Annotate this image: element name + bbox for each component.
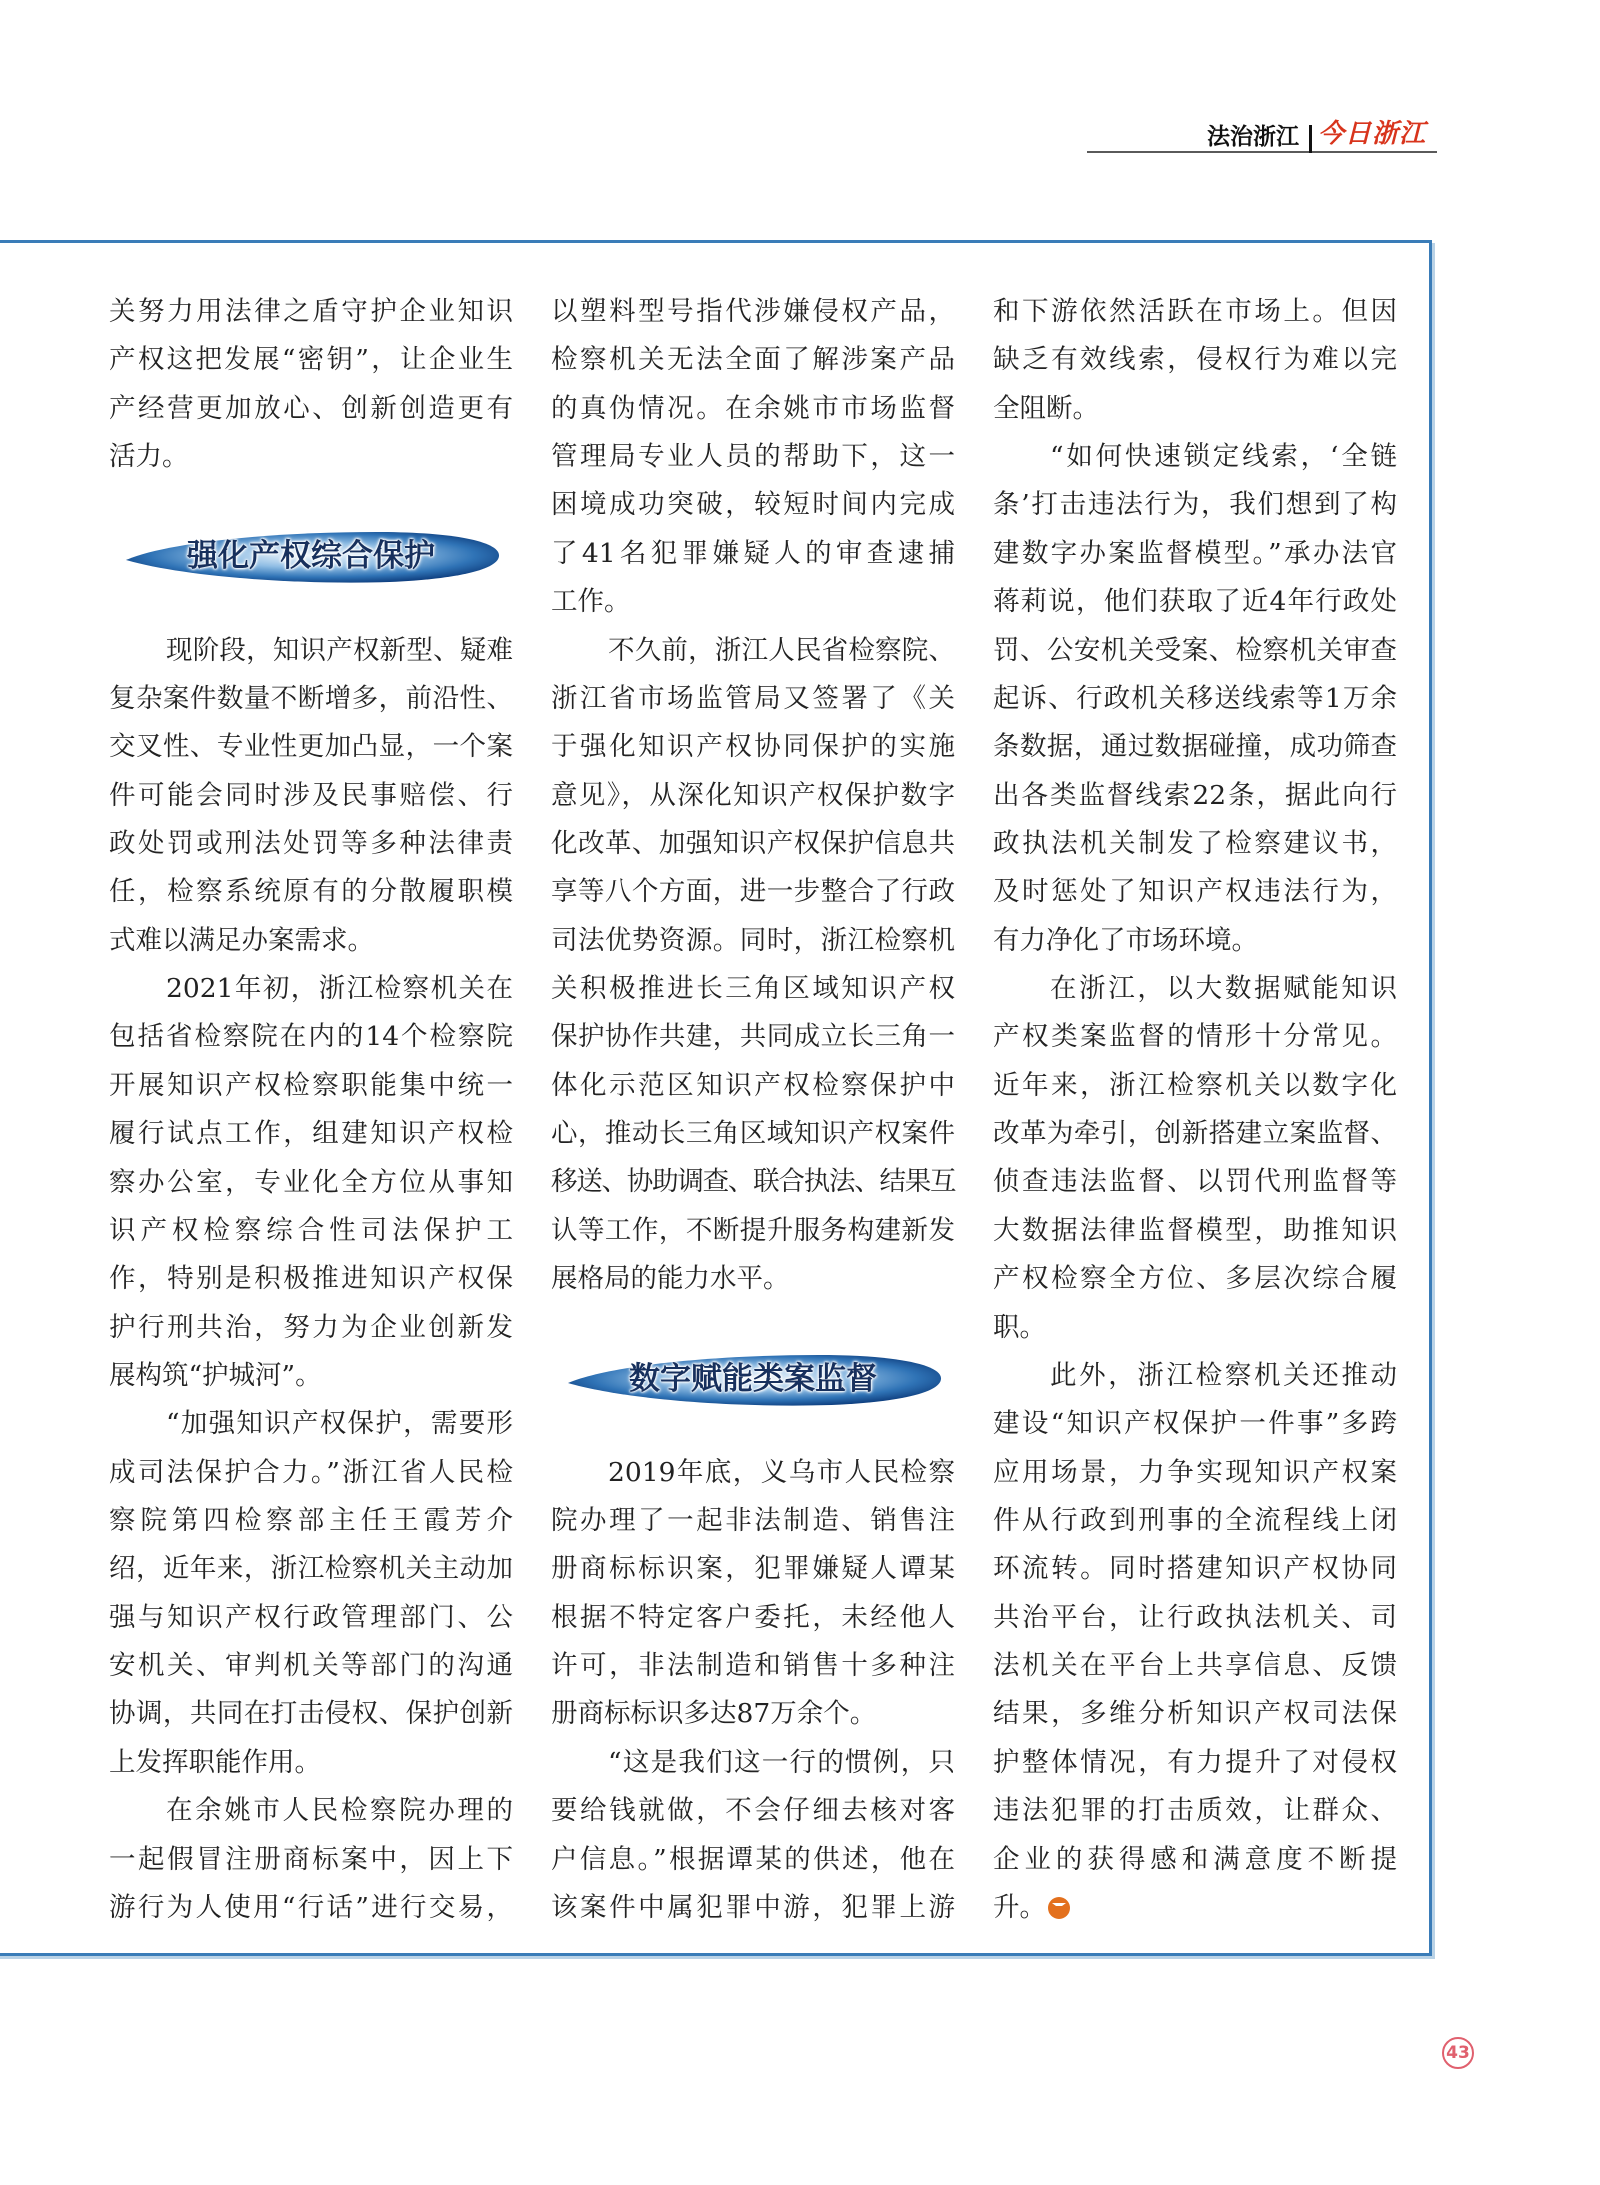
text-line-content: 司法优势资源。同时，浙江检察机	[551, 924, 955, 956]
text-line-content: 在余姚市人民检察院办理的	[166, 1795, 513, 1827]
paragraph-first-line	[993, 965, 1397, 1013]
text-line-content: 起诉、行政机关移送线索等1万余	[993, 682, 1397, 714]
text-line	[993, 1255, 1397, 1303]
text-line-content: 全阻断。	[993, 392, 1099, 424]
text-line	[109, 723, 513, 771]
text-line-content: 识产权检察综合性司法保护工	[109, 1214, 513, 1246]
text-line-content: 护行刑共治，努力为企业创新发	[109, 1311, 513, 1343]
text-line	[551, 530, 955, 578]
paragraph-first-line	[551, 1739, 955, 1787]
text-line-content: 件从行政到刑事的全流程线上闭	[993, 1504, 1397, 1536]
text-line-content: 认等工作，不断提升服务构建新发	[551, 1214, 955, 1246]
text-line	[551, 1545, 955, 1593]
text-line-content: 要给钱就做，不会仔细去核对客	[551, 1795, 955, 1827]
text-line	[551, 336, 955, 384]
text-line	[551, 1255, 955, 1303]
text-line-content: 近年来，浙江检察机关以数字化	[993, 1069, 1397, 1101]
text-line-content: “加强知识产权保护，需要形	[166, 1408, 513, 1440]
article-column-2	[551, 288, 955, 1932]
text-line	[551, 1110, 955, 1158]
text-line	[551, 481, 955, 529]
text-line-content: 享等八个方面，进一步整合了行政	[551, 876, 955, 908]
text-line-content: 2019年底，义乌市人民检察	[608, 1456, 955, 1488]
paragraph-first-line	[993, 433, 1397, 481]
text-line	[551, 1013, 955, 1061]
text-line-content: 管理局专业人员的帮助下，这一	[551, 441, 955, 473]
text-line-content: 化改革、加强知识产权保护信息共	[551, 827, 955, 859]
text-line	[551, 1642, 955, 1690]
text-line	[551, 433, 955, 481]
text-line	[109, 772, 513, 820]
text-line	[993, 481, 1397, 529]
text-line	[109, 336, 513, 384]
text-line-content: 职。	[993, 1311, 1046, 1343]
section-heading	[109, 481, 513, 626]
text-line	[551, 1062, 955, 1110]
text-line-content: 现阶段，知识产权新型、疑难	[166, 634, 513, 666]
text-line-content: 产经营更加放心、创新创造更有	[109, 392, 513, 424]
text-line	[993, 385, 1397, 433]
text-line	[551, 1207, 955, 1255]
text-line-content: 有力净化了市场环境。	[993, 924, 1258, 956]
header-separator	[1309, 125, 1312, 153]
text-line	[551, 1497, 955, 1545]
text-line-content: “这是我们这一行的惯例，只	[608, 1746, 955, 1778]
paragraph-first-line	[109, 965, 513, 1013]
text-line-content: 护整体情况，有力提升了对侵权	[993, 1746, 1397, 1778]
text-line-content: 2021年初，浙江检察机关在	[166, 973, 513, 1005]
text-line-content: “如何快速锁定线索，‘全链	[1050, 441, 1397, 473]
text-line-content: 该案件中属犯罪中游，犯罪上游	[551, 1891, 955, 1923]
text-line	[993, 1836, 1397, 1884]
text-line-content: 政处罚或刑法处罚等多种法律责	[109, 827, 513, 859]
text-line-content: 蒋莉说，他们获取了近4年行政处	[993, 586, 1397, 618]
text-line-content: 违法犯罪的打击质效，让群众、	[993, 1795, 1397, 1827]
page-number: 43	[1442, 2037, 1474, 2069]
text-line-content: 强与知识产权行政管理部门、公	[109, 1601, 513, 1633]
text-line-content: 条’打击违法行为，我们想到了构	[993, 489, 1397, 521]
text-line-content: 作，特别是积极推进知识产权保	[109, 1263, 513, 1295]
text-line-content: 成司法保护合力。”浙江省人民检	[109, 1456, 513, 1488]
text-line-content: 的真伪情况。在余姚市市场监督	[551, 392, 955, 424]
text-line	[551, 723, 955, 771]
text-line	[993, 530, 1397, 578]
text-line	[993, 772, 1397, 820]
text-line	[109, 1207, 513, 1255]
text-line-content: 产权检察全方位、多层次综合履	[993, 1263, 1397, 1295]
paragraph-first-line	[993, 1352, 1397, 1400]
text-line-content: 展格局的能力水平。	[551, 1263, 790, 1295]
text-line	[551, 385, 955, 433]
text-line	[109, 1884, 513, 1932]
text-line-content: 安机关、审判机关等部门的沟通	[109, 1650, 513, 1682]
text-line-content: 和下游依然活跃在市场上。但因	[993, 296, 1397, 327]
text-line	[109, 1110, 513, 1158]
text-line-content: 册商标标识案，犯罪嫌疑人谭某	[551, 1553, 955, 1585]
text-line-content: 户信息。”根据谭某的供述，他在	[551, 1843, 955, 1875]
text-line	[109, 1594, 513, 1642]
text-line	[109, 675, 513, 723]
text-line-content: 于强化知识产权协同保护的实施	[551, 731, 955, 763]
text-line	[551, 1594, 955, 1642]
text-line-content: 式难以满足办案需求。	[109, 924, 374, 956]
text-line-content: 开展知识产权检察职能集中统一	[109, 1069, 513, 1101]
text-line	[109, 1062, 513, 1110]
text-line-content: 根据不特定客户委托，未经他人	[551, 1601, 955, 1633]
text-line	[109, 1836, 513, 1884]
paragraph-first-line	[551, 627, 955, 675]
text-line	[109, 868, 513, 916]
text-line	[551, 820, 955, 868]
text-line-content: 缺乏有效线索，侵权行为难以完	[993, 344, 1397, 376]
text-line-content: 检察机关无法全面了解涉案产品	[551, 344, 955, 376]
text-line-content: 意见》，从深化知识产权保护数字	[551, 779, 955, 811]
text-line	[993, 627, 1397, 675]
text-line	[551, 868, 955, 916]
text-line	[109, 1449, 513, 1497]
text-line	[993, 917, 1397, 965]
text-line-content: 企业的获得感和满意度不断提	[993, 1843, 1397, 1875]
text-line	[551, 578, 955, 626]
text-line-content: 环流转。同时搭建知识产权协同	[993, 1553, 1397, 1585]
text-line	[993, 578, 1397, 626]
text-line-content: 不久前，浙江人民省检察院、	[608, 634, 955, 666]
text-line-content: 心，推动长三角区域知识产权案件	[551, 1118, 955, 1150]
text-line	[993, 1594, 1397, 1642]
text-line-content: 件可能会同时涉及民事赔偿、行	[109, 779, 513, 811]
text-line	[109, 1545, 513, 1593]
text-line-content: 展构筑“护城河”。	[109, 1359, 322, 1391]
text-line	[993, 868, 1397, 916]
text-line-content: 升。	[993, 1891, 1046, 1923]
text-line	[993, 1158, 1397, 1206]
text-line	[551, 917, 955, 965]
text-line	[993, 1400, 1397, 1448]
text-line	[993, 1545, 1397, 1593]
text-line-content: 包括省检察院在内的14个检察院	[109, 1021, 513, 1053]
article-column-3	[993, 288, 1397, 1932]
text-line	[993, 1690, 1397, 1738]
text-line-content: 任，检察系统原有的分散履职模	[109, 876, 513, 908]
text-line	[993, 1110, 1397, 1158]
text-line	[551, 772, 955, 820]
text-line	[993, 1497, 1397, 1545]
text-line-content: 在浙江，以大数据赋能知识	[1050, 973, 1397, 1005]
text-line-content: 察院第四检察部主任王霞芳介	[109, 1505, 513, 1537]
text-line	[109, 1159, 513, 1207]
text-line	[993, 675, 1397, 723]
text-line-content: 困境成功突破，较短时间内完成	[551, 489, 955, 521]
text-line-content: 此外，浙江检察机关还推动	[1050, 1359, 1397, 1391]
text-line-content: 及时惩处了知识产权违法行为，	[993, 876, 1397, 908]
text-line-content: 浙江省市场监管局又签署了《关	[551, 682, 955, 714]
paragraph-first-line	[109, 1787, 513, 1835]
text-line	[993, 1207, 1397, 1255]
text-line	[109, 1255, 513, 1303]
text-line-content: 册商标标识多达87万余个。	[551, 1698, 877, 1730]
text-line	[993, 723, 1397, 771]
text-line	[993, 1304, 1397, 1352]
text-line-content: 履行试点工作，组建知识产权检	[109, 1118, 513, 1150]
text-line	[551, 1690, 955, 1738]
text-line-content: 关积极推进长三角区域知识产权	[551, 973, 955, 1005]
text-line	[109, 1013, 513, 1061]
text-line	[109, 433, 513, 481]
text-line-content: 保护协作共建，共同成立长三角一	[551, 1021, 955, 1053]
text-line	[551, 1787, 955, 1835]
text-line	[551, 1158, 955, 1206]
text-line	[993, 1642, 1397, 1690]
text-line	[109, 288, 513, 336]
text-line	[109, 1497, 513, 1545]
text-line-content: 建数字办案监督模型。”承办法官	[993, 537, 1397, 569]
text-line-content: 以塑料型号指代涉嫌侵权产品，	[551, 296, 955, 327]
text-line-content: 侦查违法监督、以罚代刑监督等	[993, 1166, 1397, 1198]
text-line	[109, 1352, 513, 1400]
text-line	[109, 1739, 513, 1787]
text-line-content: 共治平台，让行政执法机关、司	[993, 1601, 1397, 1633]
text-line	[993, 820, 1397, 868]
text-line	[551, 675, 955, 723]
text-line-content: 察办公室，专业化全方位从事知	[109, 1166, 513, 1198]
text-line	[551, 965, 955, 1013]
text-line	[109, 1690, 513, 1738]
text-line-content: 移送、协助调查、联合执法、结果互	[551, 1166, 955, 1198]
text-line-content: 关努力用法律之盾守护企业知识	[109, 296, 513, 327]
text-line-content: 罚、公安机关受案、检察机关审查	[993, 634, 1397, 666]
text-line	[551, 1836, 955, 1884]
text-line	[109, 385, 513, 433]
text-line-content: 出各类监督线索22条，据此向行	[993, 779, 1397, 811]
text-line-content: 产权这把发展“密钥”，让企业生	[109, 344, 513, 376]
text-line	[993, 1787, 1397, 1835]
text-line-content: 了41名犯罪嫌疑人的审查逮捕	[551, 537, 955, 569]
text-line-content: 结果，多维分析知识产权司法保	[993, 1698, 1397, 1730]
text-line-content: 许可，非法制造和销售十多种注	[551, 1650, 955, 1682]
text-line	[993, 288, 1397, 336]
text-line-content: 游行为人使用“行话”进行交易，	[109, 1891, 513, 1923]
paragraph-first-line	[109, 1400, 513, 1448]
text-line-content: 复杂案件数量不断增多，前沿性、	[109, 682, 513, 714]
text-line-content: 条数据，通过数据碰撞，成功筛查	[993, 731, 1397, 763]
text-line	[993, 336, 1397, 384]
text-line	[551, 1884, 955, 1932]
article-column-1	[109, 288, 513, 1932]
text-line-content: 活力。	[109, 441, 189, 473]
text-line	[993, 1739, 1397, 1787]
text-line-content: 大数据法律监督模型，助推知识	[993, 1214, 1397, 1246]
text-line	[993, 1062, 1397, 1110]
text-line	[109, 917, 513, 965]
text-line	[109, 1304, 513, 1352]
text-line	[993, 1884, 1397, 1932]
text-line-content: 应用场景，力争实现知识产权案	[993, 1456, 1397, 1488]
text-line-content: 一起假冒注册商标案中，因上下	[109, 1843, 513, 1875]
text-line	[993, 1013, 1397, 1061]
text-line	[551, 288, 955, 336]
text-line-content: 交叉性、专业性更加凸显，一个案	[109, 731, 513, 763]
section-heading-text: 数字赋能类案监督	[629, 1360, 877, 1397]
text-line	[109, 1642, 513, 1690]
header-brand-logo: 今日浙江	[1318, 119, 1427, 149]
header-rule	[1087, 151, 1437, 153]
section-heading-text: 强化产权综合保护	[187, 538, 435, 575]
jinri-logo-icon	[1048, 1897, 1070, 1919]
text-line	[109, 820, 513, 868]
text-line-content: 建设“知识产权保护一件事”多跨	[993, 1408, 1397, 1440]
text-line-content: 协调，共同在打击侵权、保护创新	[109, 1698, 513, 1730]
text-line	[993, 1449, 1397, 1497]
text-line-content: 政执法机关制发了检察建议书，	[993, 827, 1397, 859]
paragraph-first-line	[109, 627, 513, 675]
paragraph-first-line	[551, 1449, 955, 1497]
text-line-content: 改革为牵引，创新搭建立案监督、	[993, 1118, 1397, 1150]
section-heading	[551, 1304, 955, 1449]
text-line-content: 产权类案监督的情形十分常见。	[993, 1021, 1397, 1053]
text-line-content: 上发挥职能作用。	[109, 1746, 321, 1778]
text-line-content: 院办理了一起非法制造、销售注	[551, 1505, 955, 1537]
text-line-content: 法机关在平台上共享信息、反馈	[993, 1650, 1397, 1682]
text-line-content: 绍，近年来，浙江检察机关主动加	[109, 1553, 513, 1585]
header-section-title: 法治浙江	[1207, 124, 1299, 150]
text-line-content: 体化示范区知识产权检察保护中	[551, 1069, 955, 1101]
text-line-content: 工作。	[551, 586, 631, 618]
